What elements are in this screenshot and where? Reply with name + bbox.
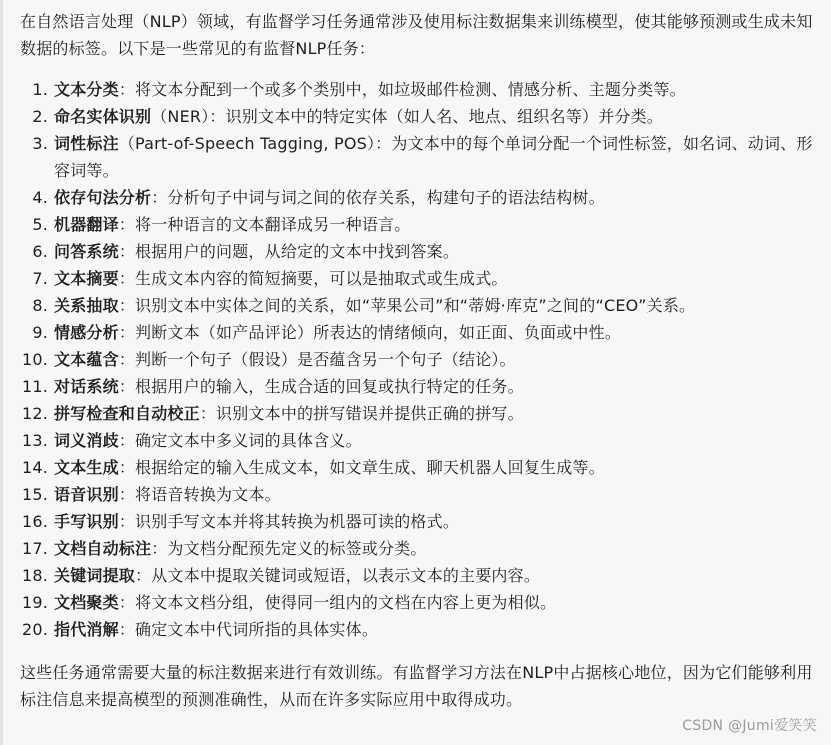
task-item	[20, 481, 820, 508]
task-term: 机器翻译	[54, 215, 119, 234]
task-description: ：将一种语言的文本翻译成另一种语言。	[118, 215, 411, 234]
task-description: ：判断文本（如产品评论）所表达的情绪倾向，如正面、负面或中性。	[118, 323, 622, 342]
task-description: ：根据用户的问题，从给定的文本中找到答案。	[118, 242, 460, 261]
task-term: 语音识别	[54, 485, 119, 504]
task-description: ：为文档分配预先定义的标签或分类。	[151, 539, 427, 558]
task-item	[20, 292, 820, 319]
task-number: 6.	[32, 242, 48, 261]
task-number: 19.	[21, 593, 48, 612]
task-number: 1.	[32, 80, 48, 99]
task-description: ：确定文本中代词所指的具体实体。	[118, 620, 379, 639]
task-term: 词性标注	[54, 134, 119, 153]
task-term: 指代消解	[54, 620, 119, 639]
task-term: 问答系统	[54, 242, 119, 261]
task-number: 12.	[21, 404, 48, 423]
task-list	[20, 76, 820, 643]
task-item	[20, 589, 820, 616]
task-term: 手写识别	[54, 512, 119, 531]
task-number: 11.	[21, 377, 48, 396]
task-item	[20, 319, 820, 346]
task-term: 文本生成	[54, 458, 119, 477]
task-description: ：生成文本内容的简短摘要，可以是抽取式或生成式。	[118, 269, 508, 288]
task-item	[20, 238, 820, 265]
task-item	[20, 427, 820, 454]
intro-paragraph: 在自然语言处理（NLP）领域，有监督学习任务通常涉及使用标注数据集来训练模型，使其能够预测或生成未知数据的标签。以下是一些常见的有监督NLP任务：	[20, 12, 813, 58]
task-description: （Part-of-Speech Tagging, POS）：为文本中的每个单词分配一个词性标签，如名词、动词、形容词等。	[54, 134, 813, 180]
task-description: ：确定文本中多义词的具体含义。	[118, 431, 362, 450]
task-description: ：分析句子中词与词之间的依存关系，构建句子的语法结构树。	[151, 188, 605, 207]
task-term: 词义消歧	[54, 431, 119, 450]
task-description: ：根据给定的输入生成文本，如文章生成、聊天机器人回复生成等。	[118, 458, 605, 477]
task-item	[20, 373, 820, 400]
task-number: 2.	[32, 107, 48, 126]
task-description: ：判断一个句子（假设）是否蕴含另一个句子（结论）。	[118, 350, 516, 369]
task-number: 17.	[21, 539, 48, 558]
task-number: 10.	[21, 350, 48, 369]
task-description: ：从文本中提取关键词或短语，以表示文本的主要内容。	[135, 566, 541, 585]
task-number: 18.	[21, 566, 48, 585]
task-item	[20, 454, 820, 481]
answer-content	[20, 8, 820, 713]
task-number: 5.	[32, 215, 48, 234]
task-item	[20, 211, 820, 238]
task-term: 文档自动标注	[54, 539, 152, 558]
outro-paragraph: 这些任务通常需要大量的标注数据来进行有效训练。有监督学习方法在NLP中占据核心地位，因为它们能够利用标注信息来提高模型的预测准确性，从而在许多实际应用中取得成功。	[20, 663, 813, 709]
task-number: 4.	[32, 188, 48, 207]
task-number: 3.	[32, 134, 48, 153]
left-border	[0, 0, 3, 745]
task-item	[20, 562, 820, 589]
task-term: 文档聚类	[54, 593, 119, 612]
task-term: 文本蕴含	[54, 350, 119, 369]
task-term: 拼写检查和自动校正	[54, 404, 200, 423]
task-term: 情感分析	[54, 323, 119, 342]
task-item	[20, 616, 820, 643]
task-term: 关键词提取	[54, 566, 136, 585]
task-description: ：将语音转换为文本。	[118, 485, 281, 504]
task-description: ：识别文本中实体之间的关系，如“苹果公司”和“蒂姆·库克”之间的“CEO”关系。	[118, 296, 696, 315]
task-term: 关系抽取	[54, 296, 119, 315]
task-description: ：将文本文档分组，使得同一组内的文档在内容上更为相似。	[118, 593, 557, 612]
task-item	[20, 400, 820, 427]
task-term: 对话系统	[54, 377, 119, 396]
task-term: 文本分类	[54, 80, 119, 99]
task-item	[20, 184, 820, 211]
task-item	[20, 130, 820, 184]
task-description: ：将文本分配到一个或多个类别中，如垃圾邮件检测、情感分析、主题分类等。	[118, 80, 686, 99]
task-number: 13.	[21, 431, 48, 450]
task-term: 命名实体识别	[54, 107, 152, 126]
task-item	[20, 103, 820, 130]
task-term: 文本摘要	[54, 269, 119, 288]
task-item	[20, 346, 820, 373]
task-number: 16.	[21, 512, 48, 531]
task-number: 14.	[21, 458, 48, 477]
task-description: ：根据用户的输入，生成合适的回复或执行特定的任务。	[118, 377, 524, 396]
task-term: 依存句法分析	[54, 188, 152, 207]
task-item	[20, 508, 820, 535]
task-item	[20, 535, 820, 562]
task-number: 7.	[32, 269, 48, 288]
task-description: ：识别手写文本并将其转换为机器可读的格式。	[118, 512, 460, 531]
csdn-watermark: CSDN @Jumi爱笑笑	[682, 718, 817, 734]
task-item	[20, 76, 820, 103]
task-number: 15.	[21, 485, 48, 504]
task-number: 8.	[32, 296, 48, 315]
task-number: 9.	[32, 323, 48, 342]
task-number: 20.	[21, 620, 48, 639]
task-item	[20, 265, 820, 292]
task-description: ：识别文本中的拼写错误并提供正确的拼写。	[199, 404, 524, 423]
task-description: （NER）：识别文本中的特定实体（如人名、地点、组织名等）并分类。	[151, 107, 663, 126]
